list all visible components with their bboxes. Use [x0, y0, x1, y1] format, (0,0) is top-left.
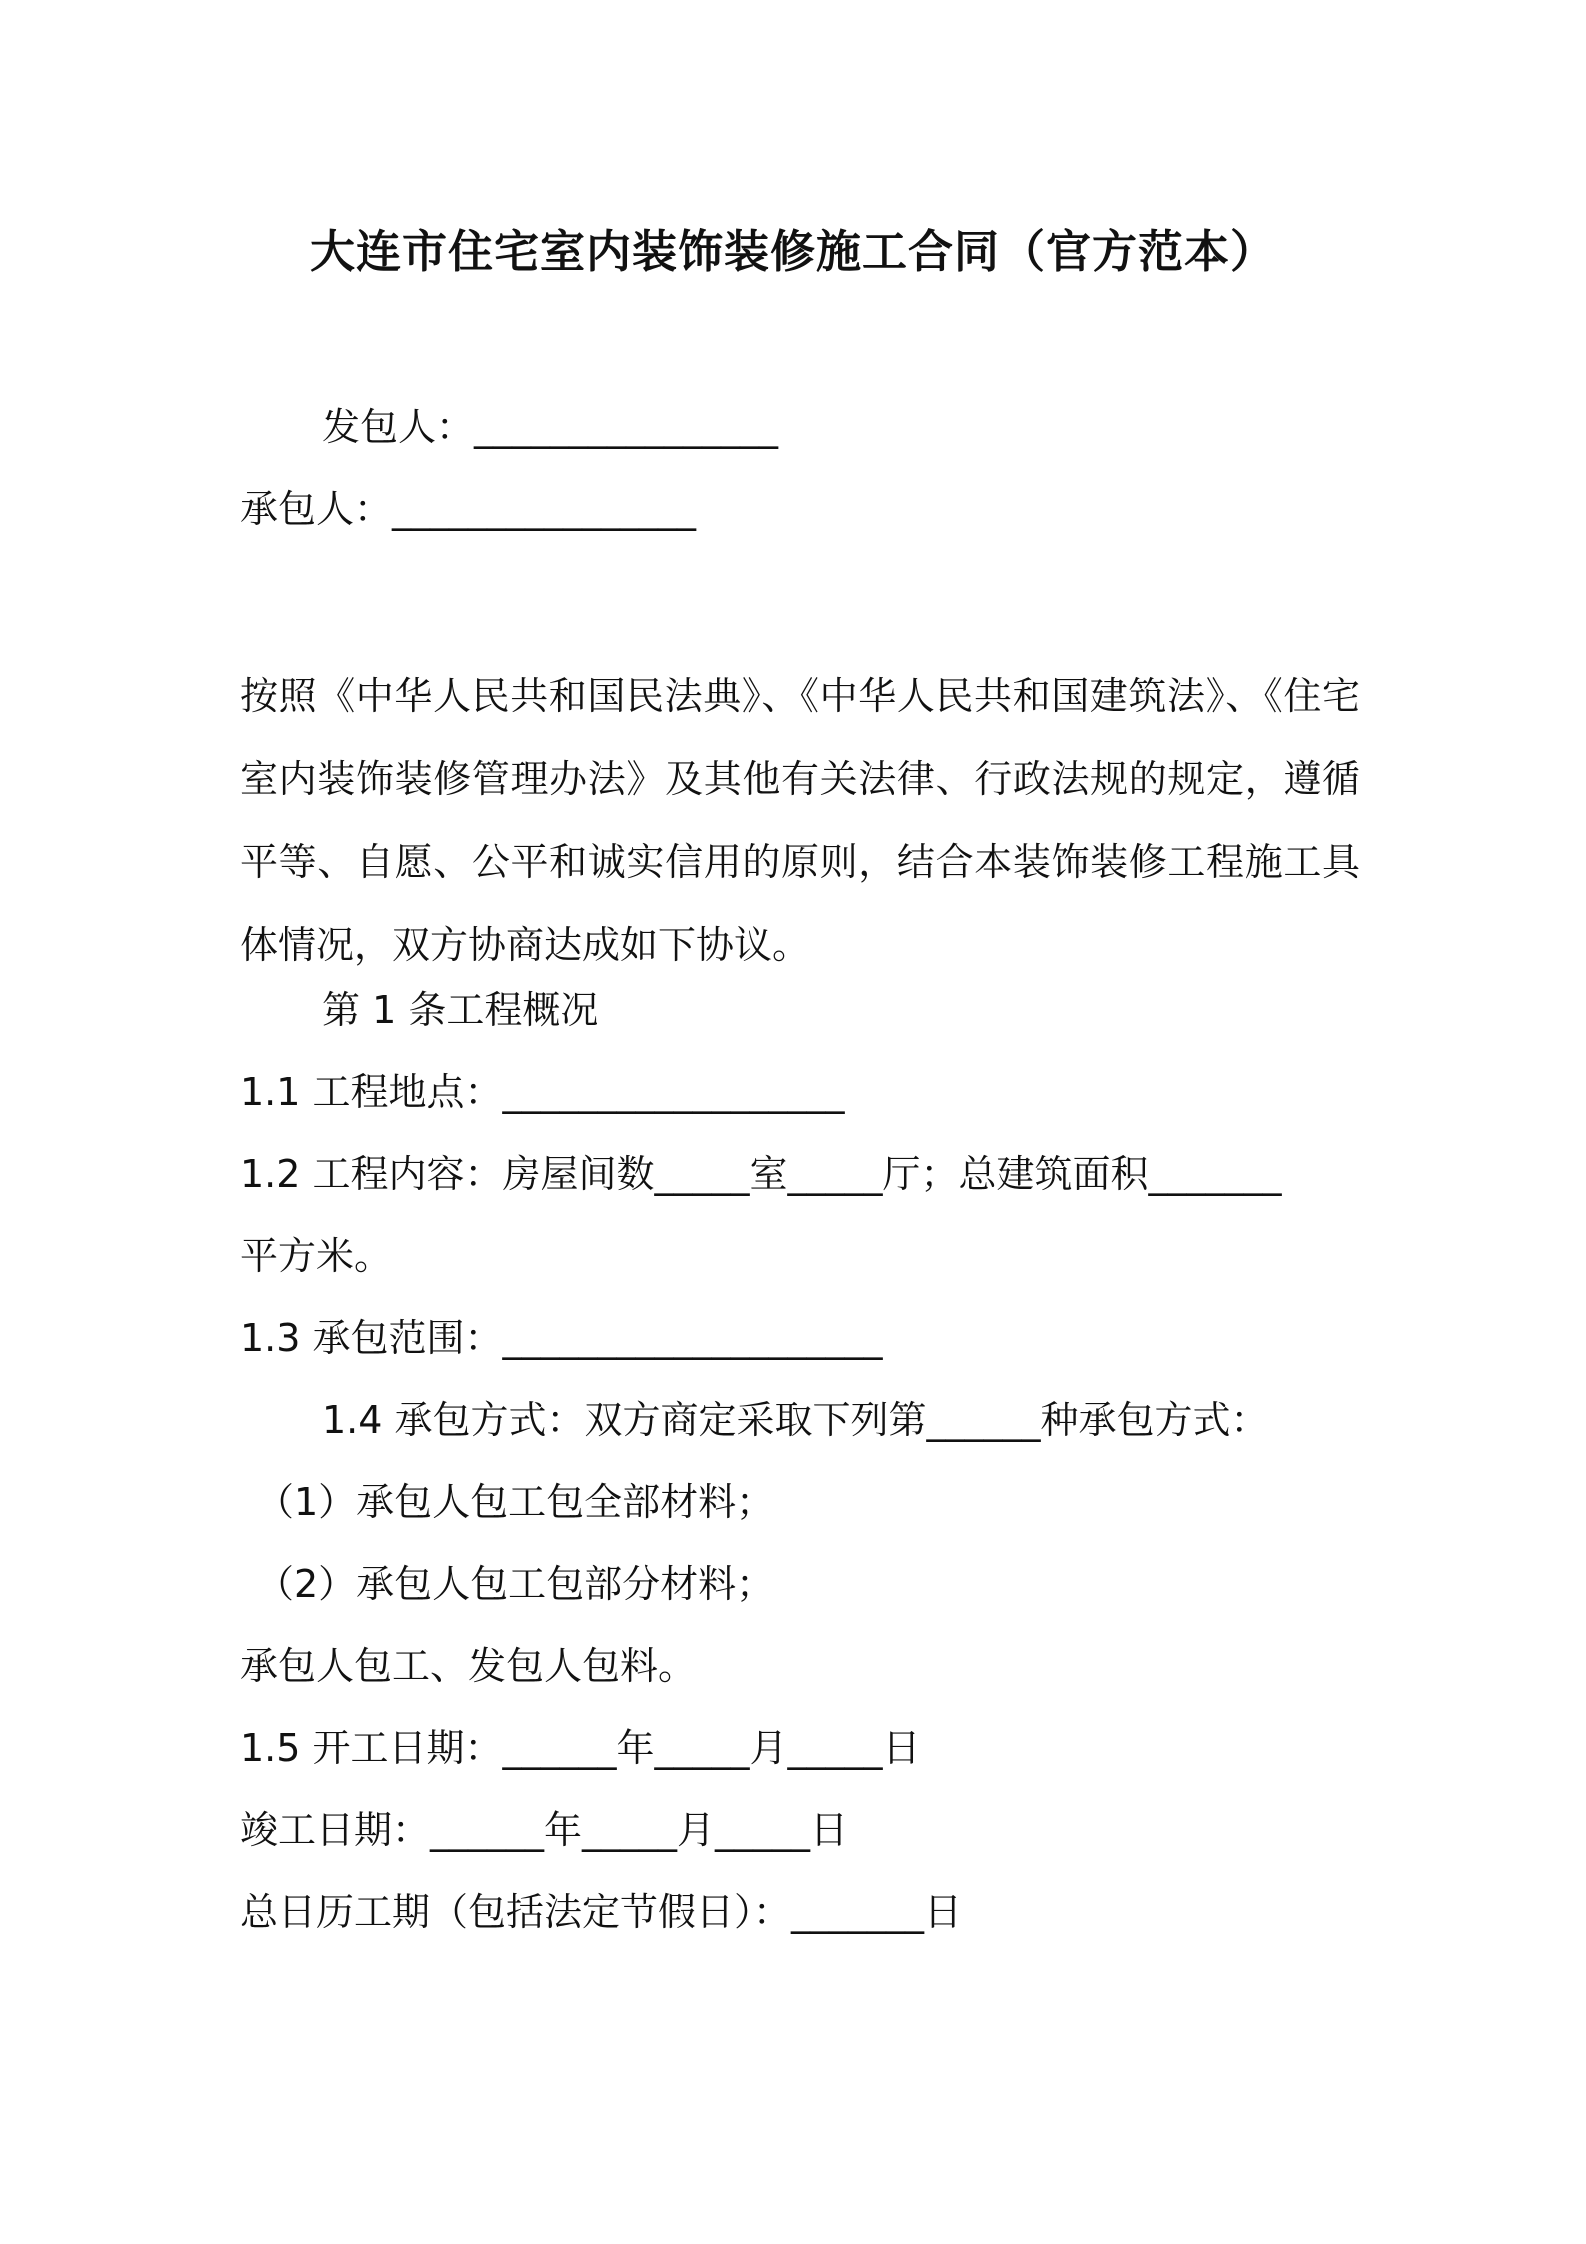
option-1: （1）承包人包工包全部材料； — [256, 1480, 775, 1524]
item-1-3: 1.3 承包范围：____________________ — [240, 1316, 883, 1360]
total-period: 总日历工期（包括法定节假日）：_______日 — [240, 1890, 963, 1934]
document-title: 大连市住宅室内装饰装修施工合同（官方范本） — [309, 225, 1276, 278]
option-2: （2）承包人包工包部分材料； — [256, 1562, 775, 1606]
item-1-2-line1: 1.2 工程内容：房屋间数_____室_____厅；总建筑面积_______ — [240, 1152, 1282, 1196]
item-1-1: 1.1 工程地点：__________________ — [240, 1070, 845, 1114]
party-a-line: 发包人：________________ — [322, 405, 779, 449]
item-1-4: 1.4 承包方式：双方商定采取下列第______种承包方式： — [322, 1398, 1269, 1442]
article-1-heading: 第 1 条工程概况 — [322, 988, 599, 1032]
item-1-2-line2: 平方米。 — [240, 1234, 393, 1278]
item-1-5: 1.5 开工日期：______年_____月_____日 — [240, 1726, 921, 1770]
completion-date: 竣工日期：______年_____月_____日 — [240, 1808, 849, 1852]
option-3: 承包人包工、发包人包料。 — [240, 1644, 697, 1688]
preamble-paragraph: 按照《中华人民共和国民法典》、《中华人民共和国建筑法》、《住宅室内装饰装修管理办法》及其他有关法律、行政法规的规定，遵循平等、自愿、公平和诚实信用的原则，结合本装饰装修工程施工具体情况，双方协商达成如下协议。 — [240, 674, 1360, 967]
party-b-line: 承包人：________________ — [240, 487, 697, 531]
